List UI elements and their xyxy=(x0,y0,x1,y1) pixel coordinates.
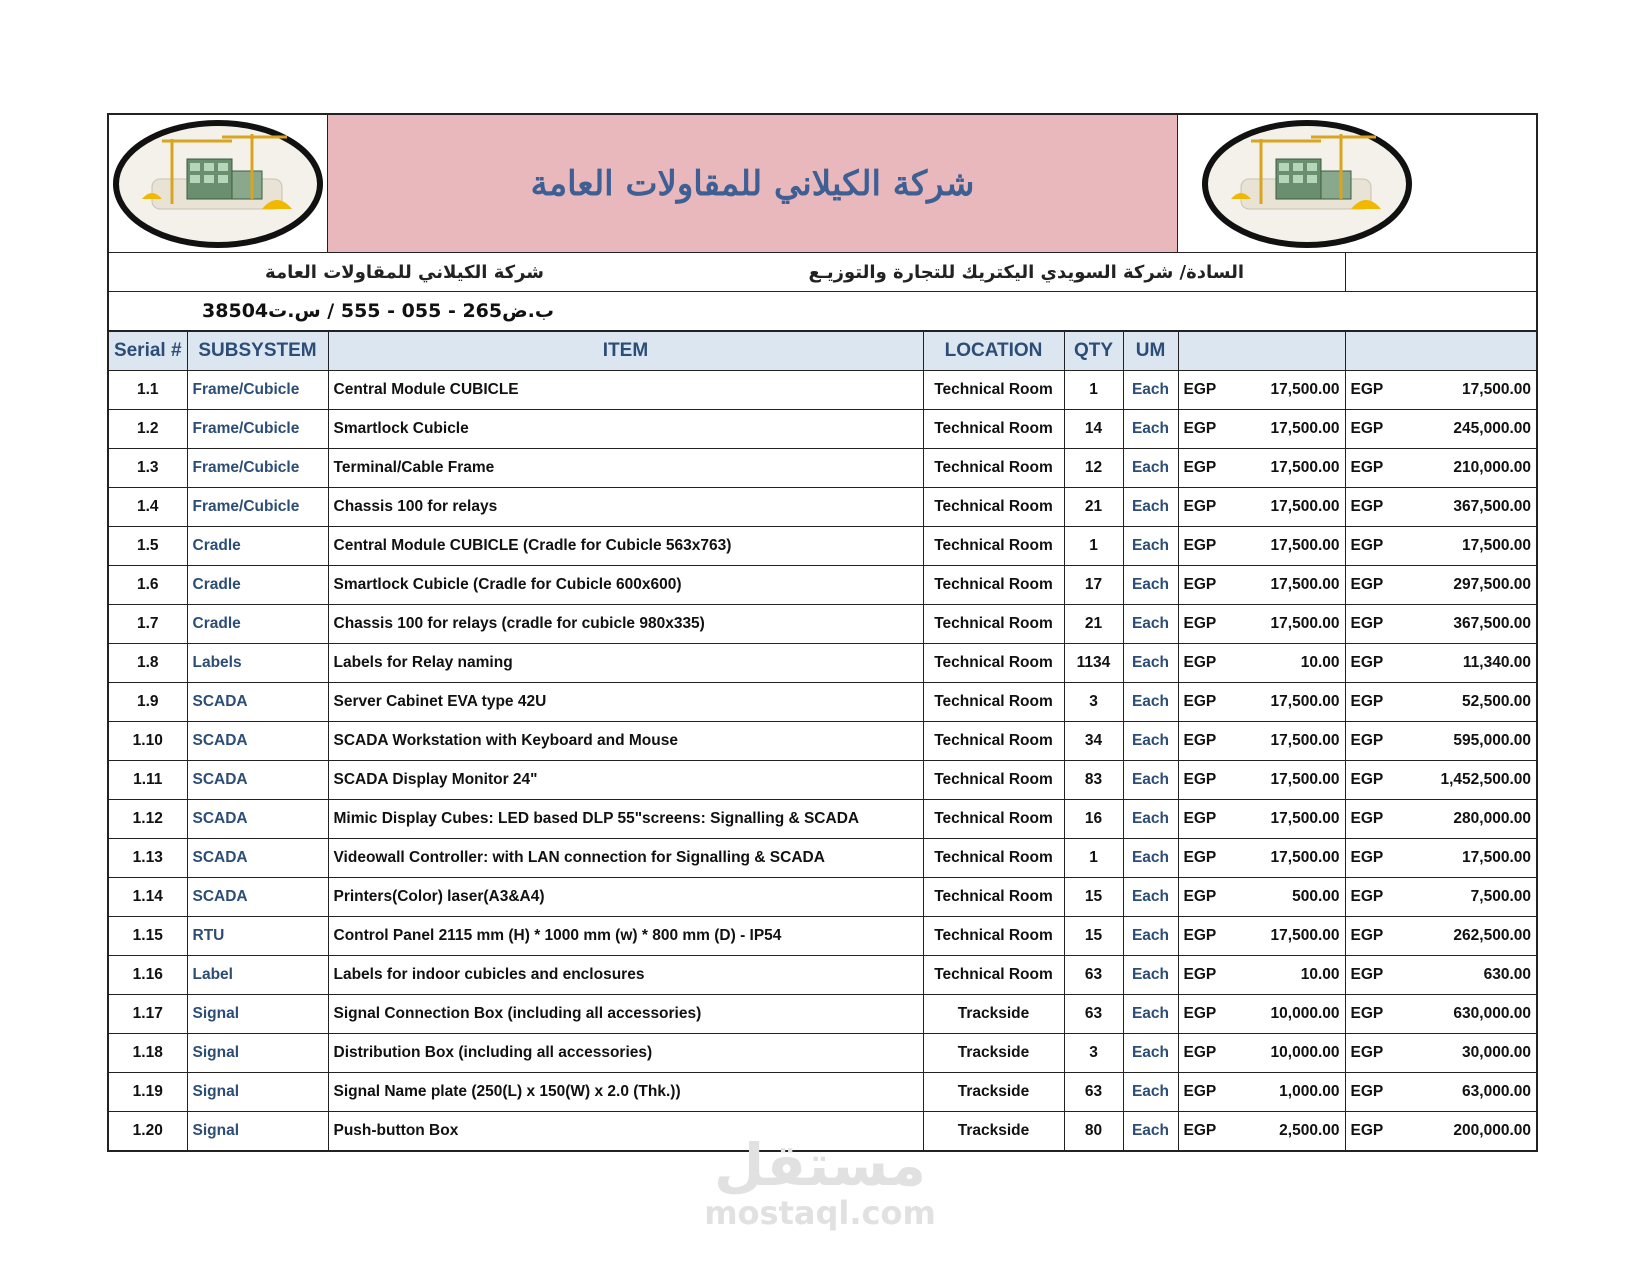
company-logo-left xyxy=(109,115,327,252)
currency-label: EGP xyxy=(1183,1122,1217,1139)
item-cell: Smartlock Cubicle xyxy=(328,410,923,449)
subsystem-cell: Frame/Cubicle xyxy=(187,449,328,488)
total-value: 52,500.00 xyxy=(1462,693,1531,710)
currency-label: EGP xyxy=(1350,1122,1384,1139)
subsystem-cell: Frame/Cubicle xyxy=(187,410,328,449)
total-cell xyxy=(1345,995,1536,1034)
total-value: 630.00 xyxy=(1483,966,1531,983)
total-cell xyxy=(1345,527,1536,566)
location-cell: Technical Room xyxy=(923,722,1064,761)
unit-price-cell xyxy=(1178,449,1345,488)
subsystem-cell: RTU xyxy=(187,917,328,956)
table-row xyxy=(109,839,1536,878)
unit-price-cell xyxy=(1178,839,1345,878)
unit-price-value: 1,000.00 xyxy=(1279,1083,1340,1100)
table-row xyxy=(109,722,1536,761)
um-cell: Each xyxy=(1123,527,1178,566)
table-row xyxy=(109,800,1536,839)
subsystem-cell: SCADA xyxy=(187,722,328,761)
location-cell: Technical Room xyxy=(923,644,1064,683)
currency-label: EGP xyxy=(1350,615,1384,632)
unit-price-cell xyxy=(1178,488,1345,527)
item-cell: Printers(Color) laser(A3&A4) xyxy=(328,878,923,917)
total-value: 17,500.00 xyxy=(1462,849,1531,866)
total-cell xyxy=(1345,761,1536,800)
location-cell: Technical Room xyxy=(923,566,1064,605)
location-cell: Technical Room xyxy=(923,410,1064,449)
total-value: 367,500.00 xyxy=(1453,498,1531,515)
um-cell: Each xyxy=(1123,956,1178,995)
unit-price-cell xyxy=(1178,605,1345,644)
item-cell: Push-button Box xyxy=(328,1112,923,1151)
currency-label: EGP xyxy=(1183,849,1217,866)
item-cell: Control Panel 2115 mm (H) * 1000 mm (w) * 800 mm (D) - IP54 xyxy=(328,917,923,956)
location-cell: Technical Room xyxy=(923,605,1064,644)
unit-price-value: 10.00 xyxy=(1300,966,1340,983)
qty-cell: 3 xyxy=(1064,683,1123,722)
um-cell: Each xyxy=(1123,995,1178,1034)
unit-price-cell xyxy=(1178,956,1345,995)
location-cell: Technical Room xyxy=(923,800,1064,839)
unit-price-value: 17,500.00 xyxy=(1270,771,1340,788)
sender-name: شركة الكيلاني للمقاولات العامة xyxy=(265,261,544,283)
total-cell xyxy=(1345,1112,1536,1151)
col-location: LOCATION xyxy=(923,332,1064,371)
currency-label: EGP xyxy=(1350,576,1384,593)
table-row xyxy=(109,410,1536,449)
table-row xyxy=(109,566,1536,605)
col-serial: Serial # xyxy=(109,332,187,371)
serial-cell: 1.11 xyxy=(109,761,187,800)
total-value: 7,500.00 xyxy=(1470,888,1531,905)
recipient-name: السادة/ شركة السويدي اليكتريك للتجارة والتوزيـع xyxy=(808,261,1244,283)
currency-label: EGP xyxy=(1183,810,1217,827)
unit-price-cell xyxy=(1178,800,1345,839)
table-row xyxy=(109,761,1536,800)
total-value: 17,500.00 xyxy=(1462,537,1531,554)
location-cell: Technical Room xyxy=(923,839,1064,878)
serial-cell: 1.8 xyxy=(109,644,187,683)
um-cell: Each xyxy=(1123,566,1178,605)
header-band xyxy=(109,115,1536,253)
total-cell xyxy=(1345,371,1536,410)
total-value: 262,500.00 xyxy=(1453,927,1531,944)
item-cell: Terminal/Cable Frame xyxy=(328,449,923,488)
subsystem-cell: Labels xyxy=(187,644,328,683)
company-logo-right xyxy=(1178,115,1536,252)
currency-label: EGP xyxy=(1350,732,1384,749)
subsystem-cell: Cradle xyxy=(187,527,328,566)
item-cell: Signal Name plate (250(L) x 150(W) x 2.0 (Thk.)) xyxy=(328,1073,923,1112)
unit-price-cell xyxy=(1178,371,1345,410)
subsystem-cell: SCADA xyxy=(187,878,328,917)
unit-price-value: 17,500.00 xyxy=(1270,459,1340,476)
unit-price-value: 17,500.00 xyxy=(1270,537,1340,554)
item-cell: Labels for indoor cubicles and enclosures xyxy=(328,956,923,995)
subsystem-cell: Cradle xyxy=(187,605,328,644)
unit-price-cell xyxy=(1178,1073,1345,1112)
total-cell xyxy=(1345,449,1536,488)
currency-label: EGP xyxy=(1350,810,1384,827)
total-value: 63,000.00 xyxy=(1462,1083,1531,1100)
qty-cell: 1 xyxy=(1064,839,1123,878)
um-cell: Each xyxy=(1123,449,1178,488)
qty-cell: 34 xyxy=(1064,722,1123,761)
location-cell: Technical Room xyxy=(923,917,1064,956)
qty-cell: 14 xyxy=(1064,410,1123,449)
um-cell: Each xyxy=(1123,683,1178,722)
currency-label: EGP xyxy=(1350,537,1384,554)
table-row xyxy=(109,527,1536,566)
location-cell: Technical Room xyxy=(923,878,1064,917)
table-row xyxy=(109,605,1536,644)
um-cell: Each xyxy=(1123,371,1178,410)
unit-price-cell xyxy=(1178,566,1345,605)
unit-price-value: 17,500.00 xyxy=(1270,693,1340,710)
unit-price-cell xyxy=(1178,722,1345,761)
item-cell: Distribution Box (including all accessories) xyxy=(328,1034,923,1073)
qty-cell: 12 xyxy=(1064,449,1123,488)
qty-cell: 1 xyxy=(1064,371,1123,410)
unit-price-value: 2,500.00 xyxy=(1279,1122,1340,1139)
location-cell: Technical Room xyxy=(923,761,1064,800)
qty-cell: 63 xyxy=(1064,1073,1123,1112)
total-value: 245,000.00 xyxy=(1453,420,1531,437)
currency-label: EGP xyxy=(1350,888,1384,905)
currency-label: EGP xyxy=(1350,1044,1384,1061)
serial-cell: 1.19 xyxy=(109,1073,187,1112)
qty-cell: 21 xyxy=(1064,488,1123,527)
table-row xyxy=(109,449,1536,488)
um-cell: Each xyxy=(1123,761,1178,800)
total-cell xyxy=(1345,410,1536,449)
unit-price-cell xyxy=(1178,683,1345,722)
subsystem-cell: Label xyxy=(187,956,328,995)
total-value: 11,340.00 xyxy=(1462,654,1531,671)
item-cell: Central Module CUBICLE (Cradle for Cubicle 563x763) xyxy=(328,527,923,566)
total-value: 1,452,500.00 xyxy=(1440,771,1531,788)
address-row xyxy=(109,253,1536,292)
item-cell: Chassis 100 for relays (cradle for cubicle 980x335) xyxy=(328,605,923,644)
item-cell: Signal Connection Box (including all accessories) xyxy=(328,995,923,1034)
serial-cell: 1.18 xyxy=(109,1034,187,1073)
item-cell: Smartlock Cubicle (Cradle for Cubicle 600x600) xyxy=(328,566,923,605)
col-total xyxy=(1345,332,1536,371)
qty-cell: 21 xyxy=(1064,605,1123,644)
currency-label: EGP xyxy=(1183,381,1217,398)
total-value: 367,500.00 xyxy=(1453,615,1531,632)
serial-cell: 1.20 xyxy=(109,1112,187,1151)
unit-price-value: 17,500.00 xyxy=(1270,810,1340,827)
qty-cell: 15 xyxy=(1064,878,1123,917)
unit-price-value: 17,500.00 xyxy=(1270,420,1340,437)
company-title: شركة الكيلاني للمقاولات العامة xyxy=(327,115,1178,252)
location-cell: Technical Room xyxy=(923,956,1064,995)
serial-cell: 1.17 xyxy=(109,995,187,1034)
um-cell: Each xyxy=(1123,722,1178,761)
total-cell xyxy=(1345,566,1536,605)
table-row xyxy=(109,917,1536,956)
currency-label: EGP xyxy=(1350,459,1384,476)
total-cell xyxy=(1345,1034,1536,1073)
serial-cell: 1.5 xyxy=(109,527,187,566)
currency-label: EGP xyxy=(1183,732,1217,749)
currency-label: EGP xyxy=(1350,1083,1384,1100)
total-cell xyxy=(1345,800,1536,839)
table-row xyxy=(109,488,1536,527)
subsystem-cell: SCADA xyxy=(187,800,328,839)
currency-label: EGP xyxy=(1183,888,1217,905)
um-cell: Each xyxy=(1123,1073,1178,1112)
total-cell xyxy=(1345,956,1536,995)
location-cell: Technical Room xyxy=(923,371,1064,410)
serial-cell: 1.10 xyxy=(109,722,187,761)
currency-label: EGP xyxy=(1183,576,1217,593)
unit-price-value: 10,000.00 xyxy=(1270,1005,1340,1022)
serial-cell: 1.13 xyxy=(109,839,187,878)
unit-price-value: 17,500.00 xyxy=(1270,615,1340,632)
item-cell: Mimic Display Cubes: LED based DLP 55"screens: Signalling & SCADA xyxy=(328,800,923,839)
subsystem-cell: Signal xyxy=(187,1073,328,1112)
total-cell xyxy=(1345,644,1536,683)
subsystem-cell: Frame/Cubicle xyxy=(187,371,328,410)
unit-price-cell xyxy=(1178,761,1345,800)
items-table xyxy=(109,331,1536,1150)
currency-label: EGP xyxy=(1350,771,1384,788)
currency-label: EGP xyxy=(1183,1005,1217,1022)
currency-label: EGP xyxy=(1183,966,1217,983)
unit-price-value: 17,500.00 xyxy=(1270,732,1340,749)
um-cell: Each xyxy=(1123,878,1178,917)
total-value: 297,500.00 xyxy=(1453,576,1531,593)
total-value: 630,000.00 xyxy=(1453,1005,1531,1022)
watermark-latin: mostaql.com xyxy=(704,1194,936,1232)
unit-price-value: 17,500.00 xyxy=(1270,576,1340,593)
unit-price-cell xyxy=(1178,644,1345,683)
serial-cell: 1.7 xyxy=(109,605,187,644)
um-cell: Each xyxy=(1123,488,1178,527)
qty-cell: 1 xyxy=(1064,527,1123,566)
unit-price-cell xyxy=(1178,410,1345,449)
qty-cell: 63 xyxy=(1064,956,1123,995)
construction-logo-icon xyxy=(1198,119,1416,249)
subsystem-cell: Signal xyxy=(187,995,328,1034)
um-cell: Each xyxy=(1123,1112,1178,1151)
serial-cell: 1.9 xyxy=(109,683,187,722)
unit-price-cell xyxy=(1178,917,1345,956)
mostaql-watermark xyxy=(700,1131,940,1232)
subsystem-cell: SCADA xyxy=(187,839,328,878)
serial-cell: 1.16 xyxy=(109,956,187,995)
currency-label: EGP xyxy=(1183,654,1217,671)
col-item: ITEM xyxy=(328,332,923,371)
unit-price-cell xyxy=(1178,878,1345,917)
total-value: 280,000.00 xyxy=(1453,810,1531,827)
serial-cell: 1.15 xyxy=(109,917,187,956)
qty-cell: 63 xyxy=(1064,995,1123,1034)
unit-price-value: 17,500.00 xyxy=(1270,498,1340,515)
table-row xyxy=(109,644,1536,683)
currency-label: EGP xyxy=(1350,381,1384,398)
item-cell: SCADA Workstation with Keyboard and Mouse xyxy=(328,722,923,761)
table-row xyxy=(109,371,1536,410)
location-cell: Technical Room xyxy=(923,683,1064,722)
unit-price-cell xyxy=(1178,527,1345,566)
currency-label: EGP xyxy=(1350,498,1384,515)
table-row xyxy=(109,878,1536,917)
total-value: 200,000.00 xyxy=(1453,1122,1531,1139)
um-cell: Each xyxy=(1123,605,1178,644)
subsystem-cell: Signal xyxy=(187,1112,328,1151)
table-row xyxy=(109,683,1536,722)
location-cell: Technical Room xyxy=(923,527,1064,566)
subsystem-cell: Cradle xyxy=(187,566,328,605)
total-cell xyxy=(1345,1073,1536,1112)
qty-cell: 80 xyxy=(1064,1112,1123,1151)
qty-cell: 1134 xyxy=(1064,644,1123,683)
unit-price-cell xyxy=(1178,995,1345,1034)
table-row xyxy=(109,1073,1536,1112)
total-value: 595,000.00 xyxy=(1453,732,1531,749)
currency-label: EGP xyxy=(1183,1044,1217,1061)
total-cell xyxy=(1345,683,1536,722)
um-cell: Each xyxy=(1123,917,1178,956)
total-cell xyxy=(1345,878,1536,917)
currency-label: EGP xyxy=(1183,693,1217,710)
total-value: 210,000.00 xyxy=(1453,459,1531,476)
um-cell: Each xyxy=(1123,800,1178,839)
subsystem-cell: Signal xyxy=(187,1034,328,1073)
table-row xyxy=(109,956,1536,995)
um-cell: Each xyxy=(1123,839,1178,878)
unit-price-value: 10.00 xyxy=(1300,654,1340,671)
item-cell: Chassis 100 for relays xyxy=(328,488,923,527)
subsystem-cell: SCADA xyxy=(187,761,328,800)
total-cell xyxy=(1345,605,1536,644)
currency-label: EGP xyxy=(1183,498,1217,515)
quotation-sheet xyxy=(107,113,1538,1152)
currency-label: EGP xyxy=(1350,420,1384,437)
serial-cell: 1.14 xyxy=(109,878,187,917)
total-cell xyxy=(1345,488,1536,527)
qty-cell: 17 xyxy=(1064,566,1123,605)
serial-cell: 1.6 xyxy=(109,566,187,605)
total-cell xyxy=(1345,839,1536,878)
currency-label: EGP xyxy=(1183,537,1217,554)
currency-label: EGP xyxy=(1350,654,1384,671)
serial-cell: 1.4 xyxy=(109,488,187,527)
qty-cell: 83 xyxy=(1064,761,1123,800)
unit-price-value: 17,500.00 xyxy=(1270,849,1340,866)
item-cell: Labels for Relay naming xyxy=(328,644,923,683)
unit-price-value: 500.00 xyxy=(1292,888,1340,905)
total-cell xyxy=(1345,917,1536,956)
construction-logo-icon xyxy=(112,119,324,249)
table-header-row xyxy=(109,332,1536,371)
subsystem-cell: Frame/Cubicle xyxy=(187,488,328,527)
item-cell: Videowall Controller: with LAN connection for Signalling & SCADA xyxy=(328,839,923,878)
qty-cell: 3 xyxy=(1064,1034,1123,1073)
registration-row xyxy=(109,292,1536,331)
location-cell: Technical Room xyxy=(923,449,1064,488)
col-subsystem: SUBSYSTEM xyxy=(187,332,328,371)
col-qty: QTY xyxy=(1064,332,1123,371)
unit-price-cell xyxy=(1178,1034,1345,1073)
currency-label: EGP xyxy=(1183,420,1217,437)
total-cell xyxy=(1345,722,1536,761)
table-row xyxy=(109,1034,1536,1073)
table-row xyxy=(109,995,1536,1034)
serial-cell: 1.3 xyxy=(109,449,187,488)
currency-label: EGP xyxy=(1183,615,1217,632)
qty-cell: 15 xyxy=(1064,917,1123,956)
qty-cell: 16 xyxy=(1064,800,1123,839)
currency-label: EGP xyxy=(1350,1005,1384,1022)
unit-price-value: 10,000.00 xyxy=(1270,1044,1340,1061)
um-cell: Each xyxy=(1123,1034,1178,1073)
total-value: 17,500.00 xyxy=(1462,381,1531,398)
subsystem-cell: SCADA xyxy=(187,683,328,722)
item-cell: Server Cabinet EVA type 42U xyxy=(328,683,923,722)
unit-price-cell xyxy=(1178,1112,1345,1151)
location-cell: Technical Room xyxy=(923,488,1064,527)
location-cell: Trackside xyxy=(923,1073,1064,1112)
location-cell: Trackside xyxy=(923,995,1064,1034)
currency-label: EGP xyxy=(1183,927,1217,944)
unit-price-value: 17,500.00 xyxy=(1270,381,1340,398)
registration-info: ب.ض265 - 055 - 555 / س.ت38504 xyxy=(202,300,554,322)
item-cell: SCADA Display Monitor 24" xyxy=(328,761,923,800)
um-cell: Each xyxy=(1123,644,1178,683)
currency-label: EGP xyxy=(1183,771,1217,788)
currency-label: EGP xyxy=(1350,693,1384,710)
location-cell: Trackside xyxy=(923,1112,1064,1151)
currency-label: EGP xyxy=(1350,849,1384,866)
serial-cell: 1.1 xyxy=(109,371,187,410)
location-cell: Trackside xyxy=(923,1034,1064,1073)
col-unit-price xyxy=(1178,332,1345,371)
currency-label: EGP xyxy=(1350,966,1384,983)
serial-cell: 1.2 xyxy=(109,410,187,449)
total-value: 30,000.00 xyxy=(1462,1044,1531,1061)
currency-label: EGP xyxy=(1183,1083,1217,1100)
col-um: UM xyxy=(1123,332,1178,371)
watermark-arabic: مستقل xyxy=(713,1131,927,1199)
currency-label: EGP xyxy=(1350,927,1384,944)
um-cell: Each xyxy=(1123,410,1178,449)
item-cell: Central Module CUBICLE xyxy=(328,371,923,410)
unit-price-value: 17,500.00 xyxy=(1270,927,1340,944)
currency-label: EGP xyxy=(1183,459,1217,476)
serial-cell: 1.12 xyxy=(109,800,187,839)
